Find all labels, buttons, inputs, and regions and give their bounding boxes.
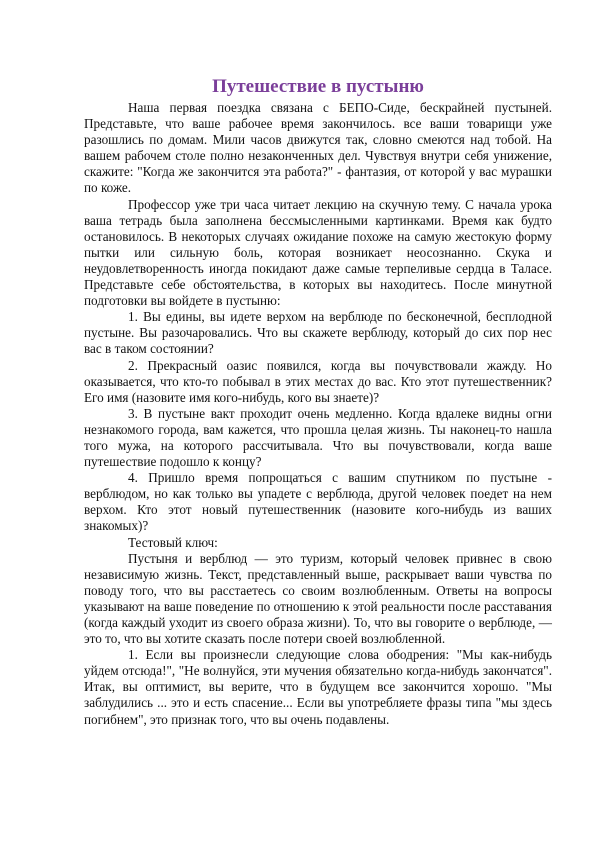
paragraph-lecture: Профессор уже три часа читает лекцию на скучную тему. С начала урока ваша тетрадь была заполнена бессмысленными картинками. Время как будто остановилось. В некоторых случаях ожидание похоже на самую жестокую форму пытки или сильную боль, которая возникает неосознанно. Скука и неудовлетворенность иногда покидают даже самые терпеливые сердца в Таласе. Представьте себе обстоятельства, в которых вы находитесь. После минутной подготовки вы войдете в пустыню:: [84, 196, 552, 309]
paragraph-question-1: 1. Вы едины, вы идете верхом на верблюде по бесконечной, бесплодной пустыне. Вы разочаровались. Что вы скажете верблюду, который до сих пор нес вас в таком состоянии?: [84, 309, 552, 357]
paragraph-question-2: 2. Прекрасный оазис появился, когда вы почувствовали жажду. Но оказывается, что кто-то побывал в этих местах до вас. Кто этот путешественник? Его имя (назовите имя кого-нибудь, кого вы знаете)?: [84, 357, 552, 405]
paragraph-question-3: 3. В пустыне вакт проходит очень медленно. Когда вдалеке видны огни незнакомого города, вам кажется, что прошла целая жизнь. Ты наконец-то нашла того мужа, на которого рассчитывала. Что вы почувствовали, когда ваше путешествие подошло к концу?: [84, 405, 552, 470]
paragraph-test-key-explanation: Пустыня и верблюд — это туризм, который человек привнес в свою независимую жизнь. Текст, представленный выше, раскрывает ваши чувства по поводу того, что вы расстаетесь со своим возлюбленным. Ответы на вопросы указывают на ваше поведение по отношению к этой реальности после расставания (когда каждый уходит из своего образа жизни). То, что вы говорите о верблюде, — это то, что вы хотите сказать после потери своей возлюбленной.: [84, 550, 552, 647]
paragraph-question-4: 4. Пришло время попрощаться с вашим спутником по пустыне - верблюдом, но как только вы упадете с верблюда, другой человек поедет на нем верхом. Кто этот новый путешественник (назовите кого-нибудь из ваших знакомых)?: [84, 470, 552, 534]
paragraph-test-key-heading: Тестовый ключ:: [128, 534, 218, 550]
paragraph-intro: Наша первая поездка связана с БЕПО-Сиде, бескрайней пустыней. Представьте, что ваше рабочее время закончилось. все ваши товарищи уже разошлись по домам. Мили часов движутся так, словно смеются над тобой. На вашем рабочем столе полно незаконченных дел. Чувствуя внутри себя унижение, скажите: "Когда же закончится эта работа?" - фантазия, от которой у вас мурашки по коже.: [84, 100, 552, 196]
page-title: Путешествие в пустыню: [212, 76, 424, 97]
paragraph-answer-1: 1. Если вы произнесли следующие слова ободрения: "Мы как-нибудь уйдем отсюда!", "Не волнуйся, эти мучения обязательно когда-нибудь закончатся". Итак, вы оптимист, вы верите, что в будущем все закончится хорошо. "Мы заблудились ... это и есть спасение... Если вы употребляете фразы типа "мы здесь погибнем", это признак того, что вы очень подавлены.: [84, 647, 552, 727]
document-page: [84, 76, 552, 728]
